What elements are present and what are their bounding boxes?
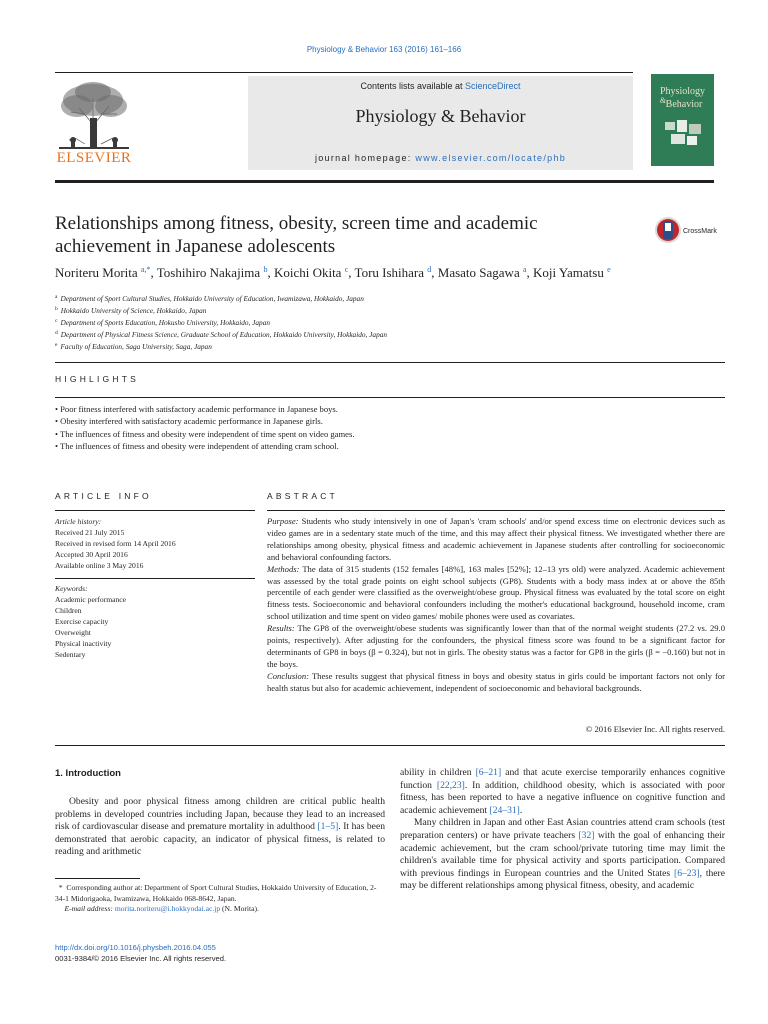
citation-link[interactable]: [22,23] [436, 779, 465, 791]
highlights-label: HIGHLIGHTS [55, 374, 139, 384]
abstract-copyright: © 2016 Elsevier Inc. All rights reserved. [585, 724, 725, 734]
divider [55, 397, 725, 398]
elsevier-wordmark: ELSEVIER [56, 150, 132, 166]
keyword-item[interactable]: Physical inactivity [55, 639, 112, 648]
history-item: Accepted 30 April 2016 [55, 550, 128, 559]
body-left-column: Obesity and poor physical fitness among children are critical public health problems in developed countries including Japan, because they lead to an increased risk of cardiovascular disease and premature mortality in adulthood [1–5]. It has been demonstrated that aerobic capacity, an indicator of physical fitness, is related to reading and arithmetic [55, 796, 385, 858]
highlight-item: • The influences of fitness and obesity were independent of time spent on video games. [55, 428, 355, 439]
author[interactable]: Noriteru Morita $^{a,*}$, [55, 265, 157, 280]
abstract-label: ABSTRACT [267, 491, 338, 501]
cover-title-line2: Behavior [665, 99, 703, 110]
highlight-item: • The influences of fitness and obesity were independent of attending cram school. [55, 441, 339, 452]
issn-line: 0031-9384/© 2016 Elsevier Inc. All rights reserved. [55, 954, 227, 963]
body-right-column: ability in children [6–21] and that acute exercise temporarily enhances cognitive function [22,23]. In addition, childhood obesity, which is associated with poor fitness, has been reported to have a negative influence on cognitive function and academic achievement [24–31]. Many children in Japan and other East Asian countries attend cram schools (test preparation centers) or have private teachers [32] with the goal of enhancing their academic achievement, but the cram school/private tutoring time may limit the children's available time for physical activity and sports participation. Compared with previous findings in European countries and the United States [6–23], there may be different relationships among physical fitness, obesity, and academic [400, 767, 725, 892]
history-item: Received in revised form 14 April 2016 [55, 539, 176, 548]
keyword-item[interactable]: Children [55, 606, 82, 615]
crossmark-icon [654, 215, 726, 245]
keyword-item[interactable]: Overweight [55, 628, 91, 637]
journal-cover-thumbnail[interactable] [651, 74, 714, 166]
homepage-link[interactable]: www.elsevier.com/locate/phb [415, 153, 567, 163]
highlight-item: • Poor fitness interfered with satisfactory academic performance in Japanese boys. [55, 404, 338, 414]
citation-link[interactable]: [24–31] [489, 804, 520, 816]
sciencedirect-link[interactable]: ScienceDirect [465, 81, 521, 91]
keyword-item[interactable]: Exercise capacity [55, 617, 109, 626]
author-list [55, 265, 735, 281]
section-heading: 1. Introduction [55, 768, 121, 779]
affiliation-item: $^d$ Department of Physical Fitness Science, Graduate School of Education, Hokkaido University, Hokkaido, Japan [55, 330, 388, 339]
affiliations [55, 292, 715, 352]
affiliation-item: $^a$ Department of Sport Cultural Studies, Hokkaido University of Education, Iwamizawa, Hokkaido, Japan [55, 294, 364, 303]
author[interactable]: Toshihiro Nakajima $^b$, [156, 265, 274, 280]
abstract-text: Purpose: Students who study intensively in one of Japan's 'cram schools' and/or spend excess time on electronic devices such as video games are in a sedentary state much of the time, and this may affect their physical fitness. We investigated whether there are relationships among obesity, physical fitness and academic achievement in Japanese students after controlling for socioeconomic and behavioral confounding factors. Methods: The data of 315 students (152 females [48%], 163 males [52%]; 12–13 yrs old) were analyzed. Academic achievement was assessed by the total grade points on eight school subjects (GP8). Students with a body mass index at or above the 85th percentile of each gender were classified as the overweight/obese group. Physical fitness was evaluated by the total score on eight fitness tests. Socioeconomic and behavioral confounders including the mother's educational background, household income, cram school utilization and time spent on video games/ mobile phones were used as covariates. Results: The GP8 of the overweight/obese students was significantly lower than that of the normal weight students (27.2 vs. 29.0 points, respectively). After adjusting for the confounders, the physical fitness score was found to be a significant factor for determinants of GP8 in boys (β = 0.324), but not in girls. The obesity status was a factor for GP8 in the girls (β = −0.160) but not in the boys. Conclusion: These results suggest that physical fitness in boys and obesity status in girls could be important factors not only for health status but also for academic achievement, independent of socioeconomic and behavioral backgrounds. [267, 516, 725, 693]
history-item: Available online 3 May 2016 [55, 561, 144, 570]
divider [55, 745, 725, 746]
divider [267, 510, 725, 511]
author[interactable]: Masato Sagawa $^a$, [437, 265, 534, 280]
author[interactable]: Koichi Okita $^c$, [273, 265, 355, 280]
header-top-rule [55, 72, 633, 73]
citation-link[interactable]: [6–21] [475, 767, 502, 778]
footnote-rule [55, 878, 140, 879]
corresponding-author-footnote: * Corresponding author at: Department of Sport Cultural Studies, Hokkaido University of Education, 2-34-1 Midorigaoka, Iwamizawa, Hokkaido 068-8642, Japan. E-mail address: morita.noriteru@i.hokkyodai.ac.jp (N. Morita). [55, 883, 377, 914]
cover-title-line1: Physiology [659, 86, 706, 97]
divider [55, 362, 725, 363]
doi-link[interactable]: http://dx.doi.org/10.1016/j.physbeh.2016.04.055 [55, 943, 216, 952]
citation-link[interactable]: [1–5] [317, 821, 339, 833]
divider [55, 578, 255, 579]
journal-citation[interactable]: Physiology & Behavior 163 (2016) 161–166 [306, 45, 462, 54]
article-info-label: ARTICLE INFO [55, 491, 152, 501]
citation-link[interactable]: [32] [578, 829, 595, 841]
crossmark-badge[interactable] [654, 215, 726, 245]
header-bottom-rule [55, 180, 714, 183]
cover-icon [651, 74, 714, 166]
history-item: Received 21 July 2015 [55, 528, 125, 537]
citation-link[interactable]: [6–23] [674, 867, 700, 879]
article-title: Relationships among fitness, obesity, screen time and academic achievement in Japanese adolescents [55, 213, 538, 257]
keyword-item[interactable]: Sedentary [55, 650, 86, 659]
affiliation-item: $^b$ Hokkaido University of Science, Hokkaido, Japan [55, 306, 207, 315]
journal-homepage: journal homepage: www.elsevier.com/locate/phb [314, 153, 567, 163]
author[interactable]: Koji Yamatsu $^e$ [533, 265, 611, 280]
contents-line: Contents lists available at ScienceDirect [360, 81, 521, 91]
doi-block [55, 942, 226, 964]
keyword-item[interactable]: Academic performance [55, 595, 127, 604]
journal-title: Physiology & Behavior [355, 106, 526, 126]
tree-icon [55, 78, 133, 150]
affiliation-item: $^c$ Department of Sports Education, Hokusho University, Hokkaido, Japan [55, 318, 271, 327]
highlight-item: • Obesity interfered with satisfactory academic performance in Japanese girls. [55, 416, 323, 427]
highlights-list [55, 403, 715, 453]
cover-ampersand: & [659, 96, 667, 105]
author[interactable]: Toru Ishihara $^d$, [354, 265, 438, 280]
crossmark-label: CrossMark [683, 228, 717, 235]
keywords: Keywords: Academic performance Children Exercise capacity Overweight Physical inactivity Sedentary [55, 583, 255, 660]
affiliation-item: $^e$ Faculty of Education, Saga University, Saga, Japan [55, 342, 212, 351]
divider [55, 510, 255, 511]
article-history: Article history: Received 21 July 2015 Received in revised form 14 April 2016 Accepted 30 April 2016 Available online 3 May 2016 [55, 516, 255, 571]
email-link[interactable]: morita.noriteru@i.hokkyodai.ac.jp [114, 904, 221, 914]
